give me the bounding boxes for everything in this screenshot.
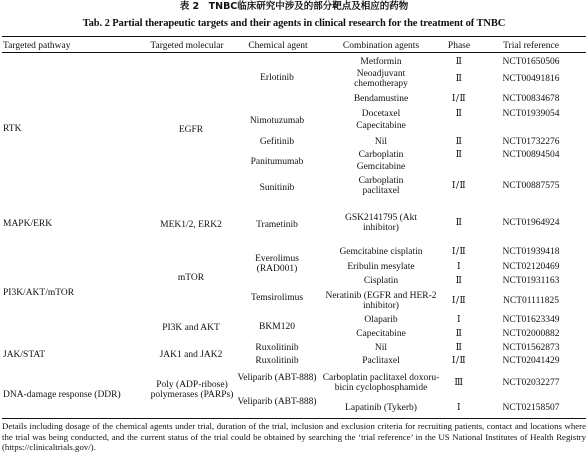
- top-rule: [2, 36, 586, 37]
- trial-reference: NCT00491816: [502, 74, 560, 84]
- molecular-parp: Poly (ADP-ribose) polymerases (PARPs): [150, 380, 234, 400]
- phase-value: Ⅰ: [456, 262, 462, 272]
- trial-reference: NCT01939418: [502, 247, 560, 257]
- phase-value: Ⅰ/Ⅱ: [451, 247, 467, 257]
- trial-reference: NCT02158507: [502, 403, 560, 413]
- trial-reference: NCT00834678: [502, 94, 560, 104]
- combination-agent: Nil: [374, 343, 388, 353]
- combination-agent: Carboplatin paclitaxel: [358, 176, 404, 196]
- combination-agent: Cisplatin: [363, 276, 399, 286]
- phase-value: Ⅱ: [455, 109, 463, 119]
- trial-reference: NCT02000882: [502, 329, 560, 339]
- phase-value: Ⅰ: [456, 403, 462, 413]
- agent-bkm120: BKM120: [259, 322, 295, 332]
- phase-value: Ⅰ/Ⅱ: [451, 181, 467, 191]
- trial-reference: NCT01931163: [502, 276, 560, 286]
- trial-reference: NCT01650506: [502, 57, 560, 67]
- phase-value: Ⅱ: [455, 329, 463, 339]
- trial-reference: NCT01732276: [502, 137, 560, 147]
- phase-value: Ⅱ: [455, 276, 463, 286]
- table-title-chinese: 表 2 TNBC临床研究中涉及的部分靶点及相应的药物: [179, 1, 409, 12]
- agent-veliparib-2: Veliparib (ABT-888): [237, 397, 317, 407]
- bottom-rule: [2, 418, 586, 419]
- trial-reference: NCT00887575: [502, 181, 560, 191]
- combination-agent: Docetaxel: [361, 109, 401, 119]
- pathway-mapk-erk: MAPK/ERK: [3, 219, 53, 229]
- agent-sunitinib: Sunitinib: [259, 183, 295, 193]
- agent-erlotinib: Erlotinib: [260, 73, 294, 83]
- combination-agent: Nil: [374, 137, 388, 147]
- combination-agent: Carboplatin: [358, 150, 404, 160]
- agent-everolimus: Everolimus (RAD001): [255, 254, 299, 274]
- trial-reference: NCT01562873: [502, 343, 560, 353]
- combination-agent: Neoadjuvant chemotherapy: [354, 69, 408, 89]
- agent-trametinib: Trametinib: [256, 220, 298, 230]
- combination-agent: Eribulin mesylate: [347, 262, 415, 272]
- trial-reference: NCT00894504: [502, 150, 560, 160]
- trial-reference: NCT02041429: [502, 356, 560, 366]
- phase-value: Ⅱ: [455, 57, 463, 67]
- combination-agent: Olaparib: [364, 315, 398, 325]
- phase-value: Ⅰ/Ⅱ: [451, 94, 467, 104]
- molecular-pi3k-akt: PI3K and AKT: [162, 323, 220, 333]
- header-agent: Chemical agent: [248, 41, 308, 51]
- header-rule: [2, 52, 586, 53]
- phase-value: Ⅱ: [455, 137, 463, 147]
- phase-value: Ⅰ/Ⅱ: [451, 296, 467, 306]
- molecular-egfr: EGFR: [178, 125, 204, 135]
- pathway-jak-stat: JAK/STAT: [3, 350, 45, 360]
- table-footnote: Details including dosage of the chemical agents under trial, duration of the trial, inclusion and exclusion criteria for recruiting patients, contact and locations where the trial was being conducted, and the current status of the trial could be obtained by searching the ‘trial reference’ in the US National Institutes of Health Registry (https://clinicaltrials.gov/).: [2, 421, 586, 452]
- table-title-english: Tab. 2 Partial therapeutic targets and their agents in clinical research for the treatment of TNBC: [82, 18, 506, 29]
- agent-ruxolitinib-1: Ruxolitinib: [255, 343, 299, 353]
- phase-value: Ⅱ: [455, 74, 463, 84]
- trial-reference: NCT02032277: [502, 378, 560, 388]
- phase-value: Ⅱ: [455, 150, 463, 160]
- header-combination: Combination agents: [342, 41, 420, 51]
- phase-value: Ⅱ: [455, 343, 463, 353]
- combination-agent: Gemcitabine: [356, 162, 406, 172]
- combination-agent: Paclitaxel: [362, 356, 400, 366]
- agent-nimotuzumab: Nimotuzumab: [249, 116, 305, 126]
- phase-value: Ⅰ/Ⅱ: [451, 356, 467, 366]
- pathway-ddr: DNA-damage response (DDR): [3, 390, 121, 400]
- phase-value: Ⅱ: [455, 218, 463, 228]
- agent-veliparib-1: Veliparib (ABT-888): [237, 373, 317, 383]
- combination-agent: Capecitabine: [356, 329, 406, 339]
- agent-temsirolimus: Temsirolimus: [250, 293, 304, 303]
- trial-reference: NCT01623349: [502, 315, 560, 325]
- header-molecular: Targeted molecular: [150, 41, 224, 51]
- combination-agent: Bendamustine: [353, 94, 409, 104]
- combination-agent: Capecitabine: [356, 121, 406, 131]
- combination-agent: Lapatinib (Tykerb): [345, 403, 417, 413]
- pathway-rtk: RTK: [3, 124, 22, 134]
- pathway-pi3k-akt-mtor: PI3K/AKT/mTOR: [3, 288, 75, 298]
- agent-ruxolitinib-2: Ruxolitinib: [255, 356, 299, 366]
- molecular-mek-erk: MEK1/2, ERK2: [160, 220, 222, 230]
- combination-agent: Carboplatin paclitaxel doxoru-bicin cyclophosphamide: [322, 373, 440, 393]
- phase-value: Ⅰ: [456, 315, 462, 325]
- molecular-jak: JAK1 and JAK2: [159, 350, 223, 360]
- header-pathway: Targeted pathway: [3, 41, 71, 51]
- header-trial: Trial reference: [503, 41, 559, 51]
- agent-panitumumab: Panitumumab: [250, 157, 304, 167]
- header-phase: Phase: [447, 41, 471, 51]
- trial-reference: NCT01964924: [502, 218, 560, 228]
- molecular-mtor: mTOR: [177, 273, 205, 283]
- trial-reference: NCT02120469: [502, 262, 560, 272]
- combination-agent: Gemcitabine cisplatin: [339, 247, 423, 257]
- phase-value: Ⅲ: [454, 378, 464, 388]
- combination-agent: Neratinib (EGFR and HER-2 inhibitor): [325, 291, 437, 311]
- trial-reference: NCT01111825: [503, 296, 559, 306]
- agent-gefitinib: Gefitinib: [259, 137, 295, 147]
- trial-reference: NCT01939054: [502, 109, 560, 119]
- combination-agent: Metformin: [360, 57, 402, 67]
- combination-agent: GSK2141795 (Akt inhibitor): [344, 213, 418, 233]
